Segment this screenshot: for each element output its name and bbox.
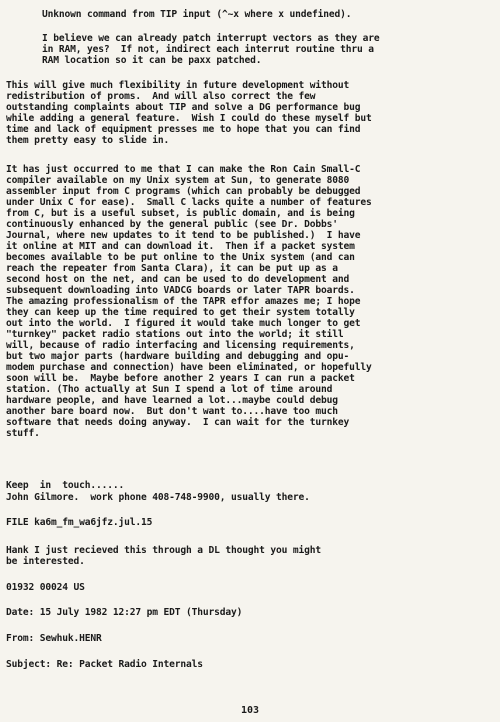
text-line: soon will be. Maybe before another 2 years I can run a packet [6,373,355,384]
text-line: reach the repeater from Santa Clara), it can be put up as a [6,263,338,274]
text-line: subsequent downloading into VADCG boards or later TAPR boards. [6,285,355,296]
text-line: continuously enhanced by the general public (see Dr. Dobbs' [6,219,338,230]
text-line: becomes available to be put online to the Unix system (and can [6,252,355,263]
text-line: From: Sewhuk.HENR [6,633,102,644]
text-line: while adding a general feature. Wish I could do these myself but [6,113,372,124]
text-line: software that needs doing anyway. I can wait for the turnkey [6,417,350,428]
text-line: stuff. [6,428,40,439]
text-line: 01932 00024 US [6,582,85,593]
text-line: second host on the net, and can be used to do development and [6,274,350,285]
text-line: FILE ka6m_fm_wa6jfz.jul.15 [6,517,153,528]
text-line: another bare board now. But don't want to....have too much [6,406,338,417]
text-line: John Gilmore. work phone 408-748-9900, usually there. [6,492,310,503]
text-line: station. (Tho actually at Sun I spend a lot of time around [6,384,333,395]
text-line: they can keep up the time required to get their system totally [6,307,355,318]
text-line: under Unix C for ease). Small C lacks quite a number of features [6,197,372,208]
text-line: The amazing professionalism of the TAPR effor amazes me; I hope [6,296,361,307]
text-line: from C, but is a useful subset, is public domain, and is being [6,208,355,219]
text-line: assembler input from C programs (which can probably be debugged [6,186,361,197]
text-line: Date: 15 July 1982 12:27 pm EDT (Thursday) [6,607,243,618]
text-line: in RAM, yes? If not, indirect each interrut routine thru a [42,44,374,55]
text-line: but two major parts (hardware building and debugging and opu- [6,351,350,362]
text-line: Journal, where new updates to it tend to be published.) I have [6,230,361,241]
text-line: Keep in touch...... [6,480,125,491]
text-line: Unknown command from TIP input (^~x where x undefined). [42,9,352,20]
text-line: Hank I just recieved this through a DL thought you might [6,545,322,556]
text-line: out into the world. I figured it would take much longer to get [6,318,361,329]
text-line: them pretty easy to slide in. [6,135,170,146]
text-line: Subject: Re: Packet Radio Internals [6,659,203,670]
text-line: it online at MIT and can download it. Then if a packet system [6,241,355,252]
text-line: be interested. [6,556,85,567]
text-line: "turnkey" packet radio stations out into the world; it still [6,329,344,340]
text-line: This will give much flexibility in future development without [6,80,350,91]
text-line: redistribution of proms. And will also correct the few [6,91,316,102]
text-line: compiler available on my Unix system at Sun, to generate 8080 [6,175,350,186]
text-line: I believe we can already patch interrupt vectors as they are [42,33,380,44]
text-line: modem purchase and connection) have been eliminated, or hopefully [6,362,372,373]
text-line: outstanding complaints about TIP and solve a DG performance bug [6,102,361,113]
page-number: 103 [240,705,260,716]
text-line: It has just occurred to me that I can make the Ron Cain Small-C [6,164,361,175]
text-line: time and lack of equipment presses me to hope that you can find [6,124,361,135]
text-line: RAM location so it can be paxx patched. [42,55,262,66]
text-line: will, because of radio interfacing and licensing requirements, [6,340,355,351]
text-line: hardware people, and have learned a lot...maybe could debug [6,395,338,406]
